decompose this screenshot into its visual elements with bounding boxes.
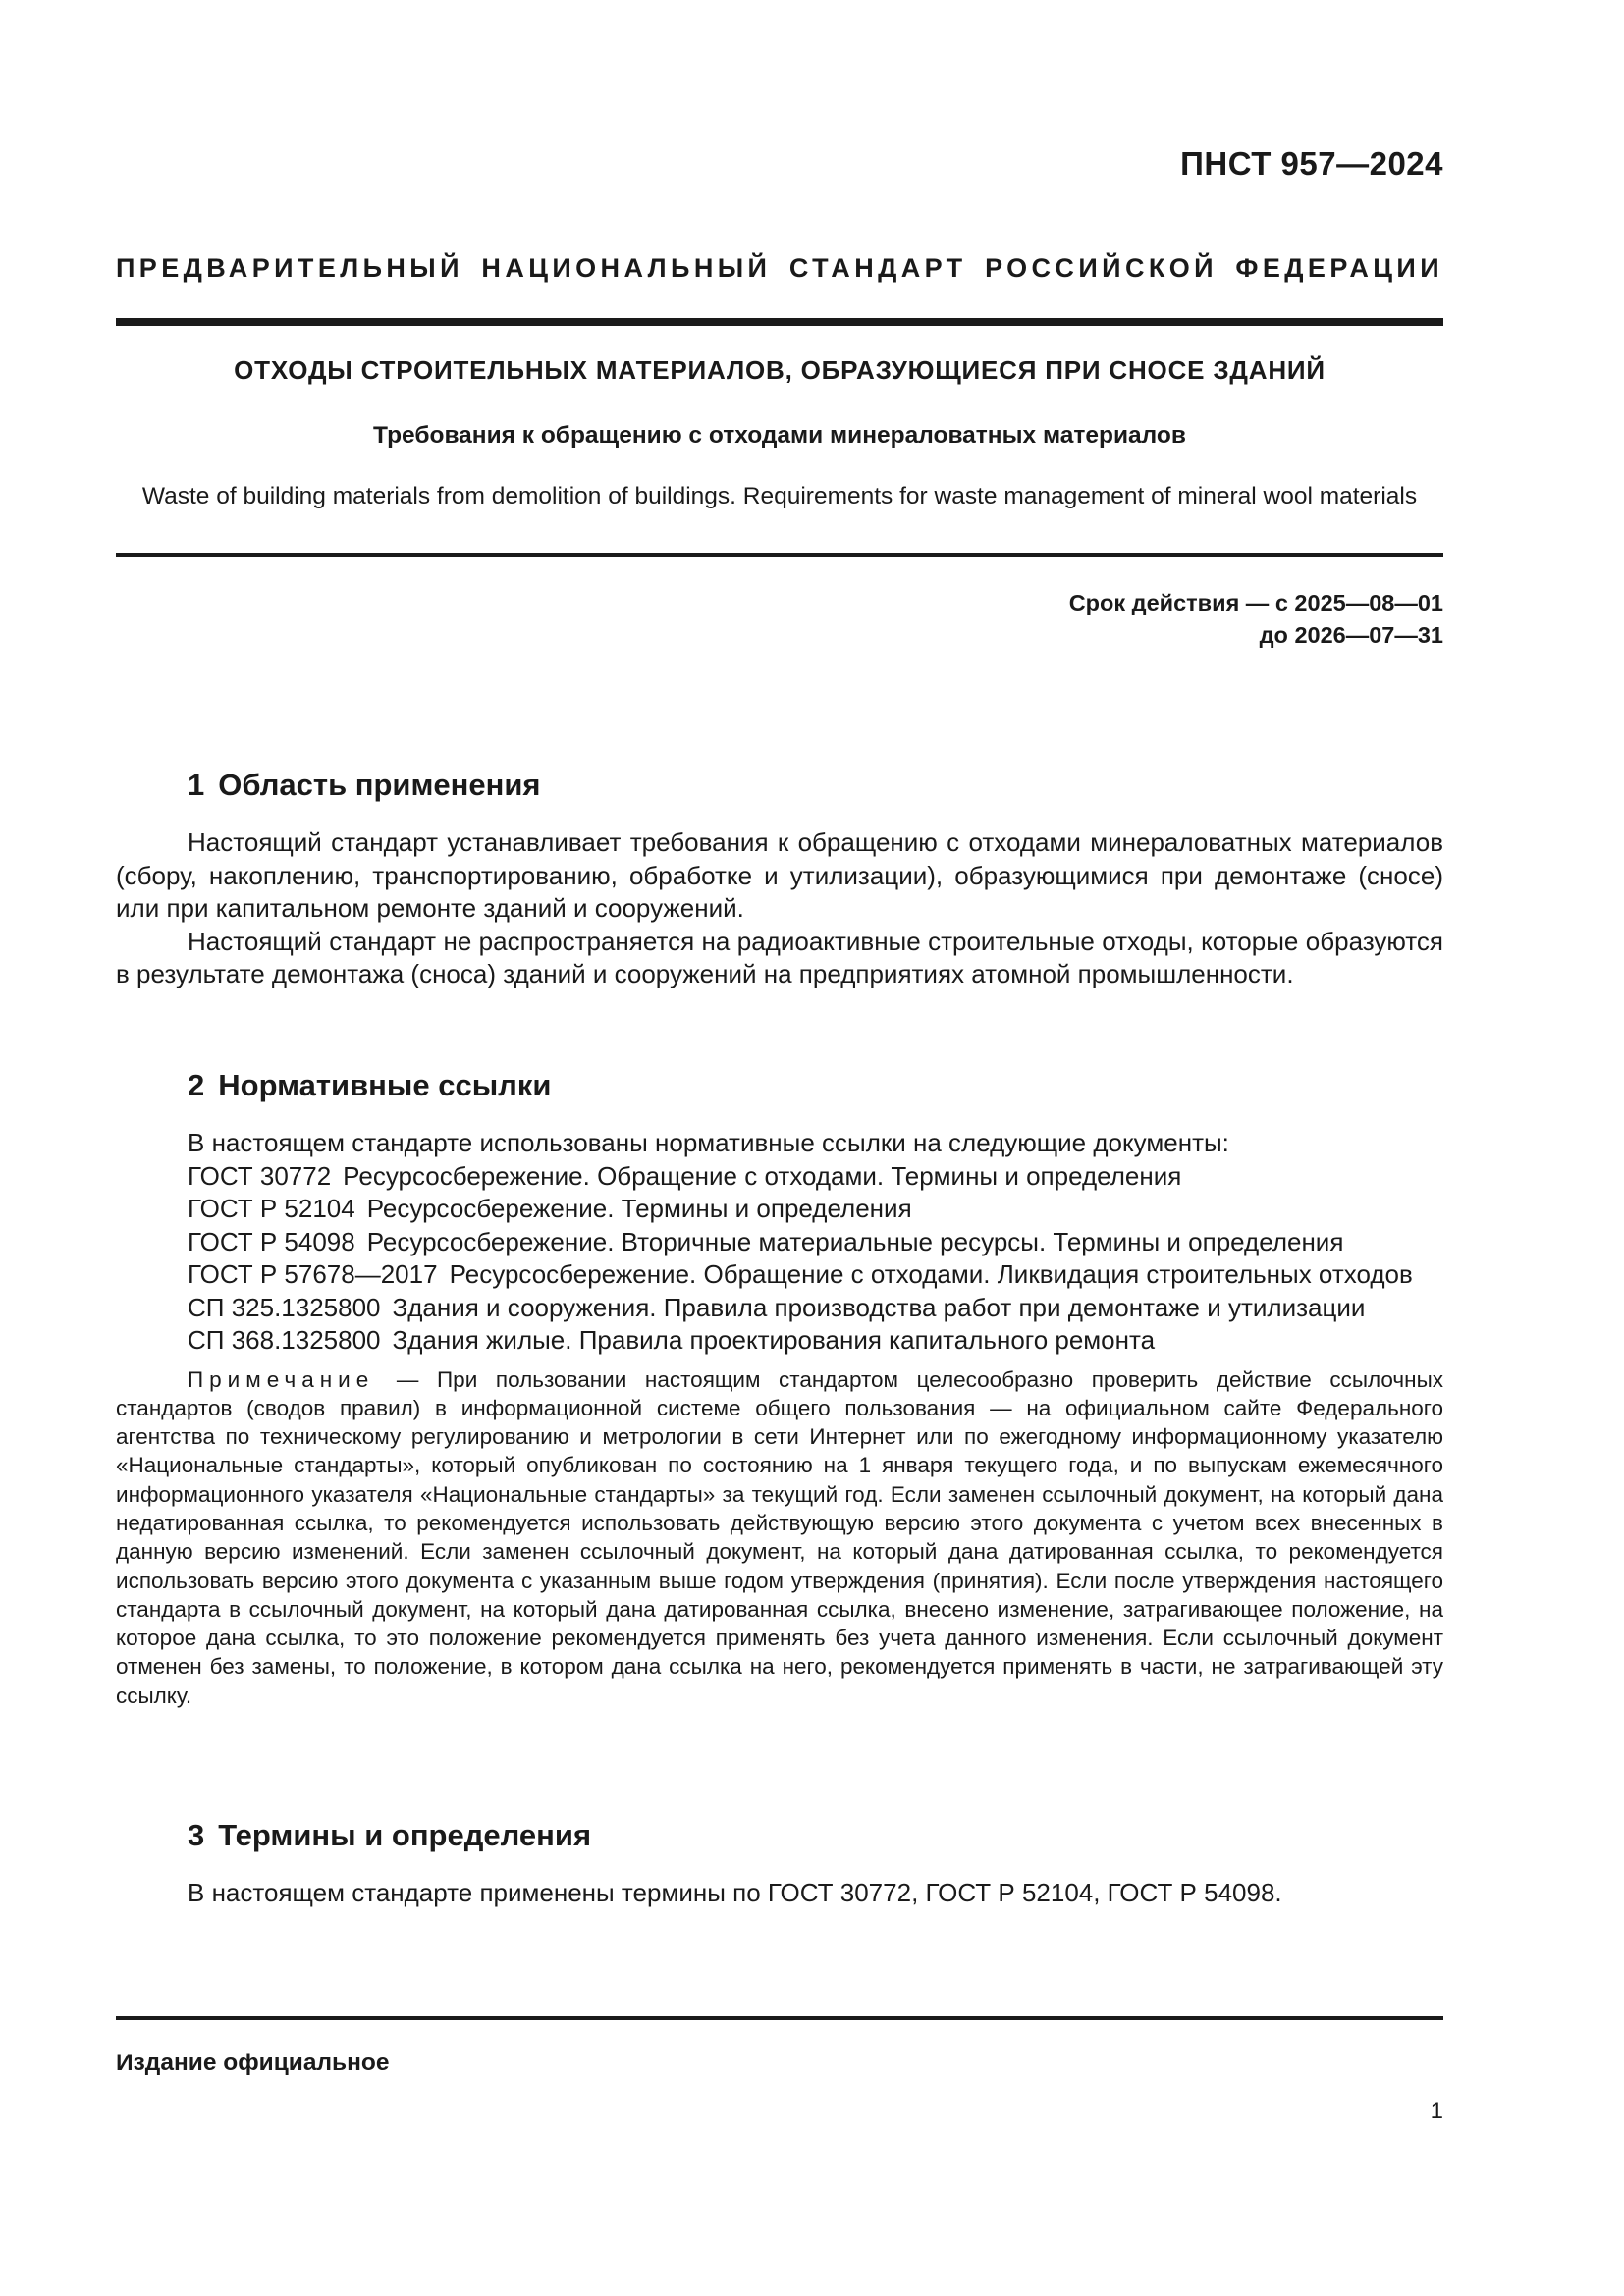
section-number: 2: [188, 1068, 205, 1102]
section-heading: [116, 768, 1443, 803]
references-note: [116, 1365, 1443, 1711]
section-heading: [116, 1818, 1443, 1853]
footer-divider: [116, 2016, 1443, 2020]
reference-code: СП 368.1325800: [188, 1325, 381, 1355]
section-title: Нормативные ссылки: [218, 1068, 552, 1102]
reference-item: [116, 1226, 1443, 1259]
reference-item: [116, 1324, 1443, 1358]
reference-title: Здания жилые. Правила проектирования капитального ремонта: [392, 1325, 1156, 1355]
section-heading: [116, 1068, 1443, 1103]
section-number: 3: [188, 1818, 205, 1852]
document-kind: ПРЕДВАРИТЕЛЬНЫЙ НАЦИОНАЛЬНЫЙ СТАНДАРТ РОССИЙСКОЙ ФЕДЕРАЦИИ: [116, 253, 1443, 283]
document-code: ПНСТ 957—2024: [1180, 145, 1443, 182]
validity-to: до 2026—07—31: [1259, 622, 1443, 648]
reference-title: Ресурсосбережение. Вторичные материальные ресурсы. Термины и определения: [366, 1226, 1344, 1256]
references-intro: В настоящем стандарте использованы нормативные ссылки на следующие документы:: [188, 1128, 1229, 1157]
note-text: — При пользовании настоящим стандартом целесообразно проверить действие ссылочных стандартов (сводов правил) в информационной системе общего пользования — на официальном сайте Федерального агентства по техническому регулированию и метрологии в сети Интернет или по ежегодному информационному указателю «Национальные стандарты», который опубликован по состоянию на 1 января текущего года, и по выпускам ежемесячного информационного указателя «Национальные стандарты» за текущий год. Если заменен ссылочный документ, на который дана недатированная ссылка, то рекомендуется использовать действующую версию этого документа с учетом всех внесенных в данную версию изменений. Если заменен ссылочный документ, на который дана датированная ссылка, то рекомендуется использовать версию этого документа с указанным выше годом утверждения (принятия). Если после утверждения настоящего стандарта в ссылочный документ, на который дана датированная ссылка, внесено изменение, затрагивающее положение, на которое дана ссылка, то это положение рекомендуется применять без учета данного изменения. Если ссылочный документ отменен без замены, то положение, в котором дана ссылка на него, рекомендуется применять в части, не затрагивающей эту ссылку.: [116, 1366, 1443, 1708]
validity-from: Срок действия — с 2025—08—01: [1068, 590, 1443, 615]
reference-code: ГОСТ Р 52104: [188, 1194, 355, 1223]
note-label: Примечание: [188, 1366, 375, 1392]
validity-period: [1069, 587, 1443, 652]
reference-title: Здания и сооружения. Правила производства работ при демонтаже и утилизации: [392, 1292, 1366, 1322]
document-title-english: Waste of building materials from demolition of buildings. Requirements for waste management of mineral wool materials: [141, 483, 1418, 509]
title-divider: [116, 553, 1443, 557]
section-normative-references: [116, 1068, 1443, 1710]
paragraph: Настоящий стандарт устанавливает требования к обращению с отходами минераловатных материалов (сбору, накоплению, транспортированию, обработке и утилизации), образующимися при демонтаже (сносе) или при капитальном ремонте зданий и сооружений.: [116, 828, 1443, 923]
reference-code: ГОСТ 30772: [188, 1160, 332, 1191]
section-scope: [116, 768, 1443, 991]
paragraph: В настоящем стандарте применены термины по ГОСТ 30772, ГОСТ Р 52104, ГОСТ Р 54098.: [188, 1878, 1282, 1907]
reference-item: [116, 1193, 1443, 1226]
reference-code: СП 325.1325800: [188, 1292, 381, 1322]
section-title: Термины и определения: [218, 1818, 592, 1852]
reference-title: Ресурсосбережение. Обращение с отходами. Термины и определения: [343, 1160, 1182, 1191]
reference-title: Ресурсосбережение. Обращение с отходами. Ликвидация строительных отходов: [449, 1259, 1413, 1289]
reference-title: Ресурсосбережение. Термины и определения: [366, 1194, 912, 1223]
document-subtitle: Требования к обращению с отходами минераловатных материалов: [373, 422, 1186, 449]
reference-item: [116, 1258, 1443, 1292]
reference-item: [116, 1160, 1443, 1194]
edition-label: Издание официальное: [116, 2050, 390, 2076]
document-title: ОТХОДЫ СТРОИТЕЛЬНЫХ МАТЕРИАЛОВ, ОБРАЗУЮЩИЕСЯ ПРИ СНОСЕ ЗДАНИЙ: [234, 355, 1326, 385]
paragraph: Настоящий стандарт не распространяется на радиоактивные строительные отходы, которые образуются в результате демонтажа (сноса) зданий и сооружений на предприятиях атомной промышленности.: [116, 926, 1443, 988]
reference-code: ГОСТ Р 54098: [188, 1226, 355, 1256]
reference-code: ГОСТ Р 57678—2017: [188, 1259, 438, 1289]
section-number: 1: [188, 768, 205, 802]
section-title: Область применения: [218, 768, 541, 802]
document-page: [116, 0, 1443, 2296]
reference-item: [116, 1292, 1443, 1325]
section-terms: [116, 1818, 1443, 1910]
header-divider: [116, 318, 1443, 326]
page-number: 1: [1430, 2098, 1443, 2124]
